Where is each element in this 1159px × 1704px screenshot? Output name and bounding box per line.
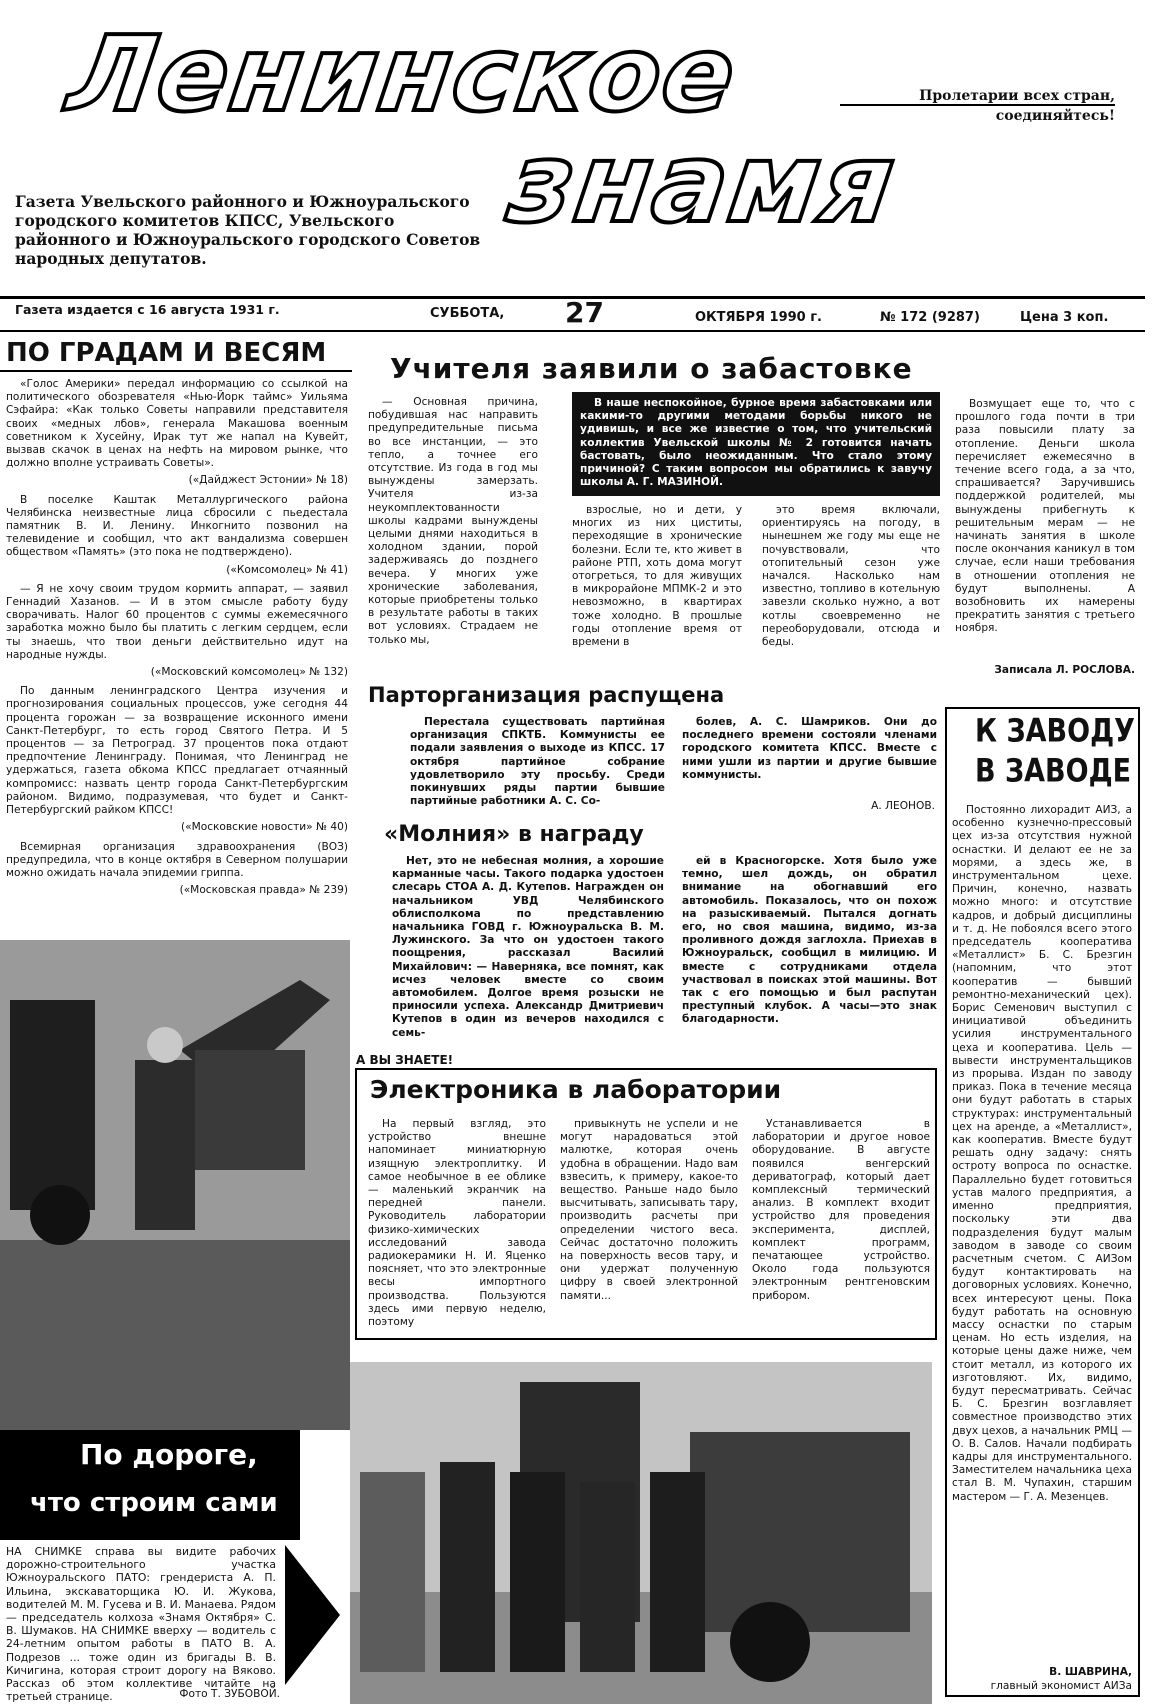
digest-item: «Голос Америки» передал информацию со ссылкой на политического обозревателя «Нью-Йорк таймс» Уильяма Сэфайра: «Как только Советы направили представителя своих «медных лбов», генерала Макашова военным советником к Хусейну, Ирак тут же напал на Кувейт, вызвав скачок в ценах на нефть на мировом рынке, что должно вполне устраивать Советы». — [6, 378, 348, 470]
strike-col4: Возмущает еще то, что с прошлого года почти в три раза повысили плату за отопление. Деньги школа перечисляет ежемесячно в течение всего года, а за что, спрашивается? Заручившись поддержкой родителей, мы вынуждены прибегнуть к решительным мерам — не начинать занятия в школе после окончания каникул в том случае, если наши требования в отношении отопления не будут выполнены. А возобновить их намерены прекратить занятия с третьего ноября. — [955, 398, 1135, 635]
excavator-photo — [0, 940, 350, 1430]
electronics-rubric: А ВЫ ЗНАЕТЕ! — [356, 1053, 454, 1067]
masthead-slogan — [840, 86, 1115, 126]
masthead-title-line2: знамя — [501, 119, 904, 247]
road-title-block — [0, 1430, 300, 1540]
masthead-title-line1: Ленинское — [61, 13, 745, 135]
factory-signature-role: главный экономист АИЗа — [990, 1680, 1132, 1692]
factory-body: Постоянно лихорадит АИЗ, а особенно кузнечно-прессовый цех из-за отсутствия нужной оснастки. И делают ее не за морями, а здесь же, в инструментальном цехе. Причин, конечно, назвать можно много: и отсутствие кадров, и добрый дисциплины и т. д. Не побоялся всего этого председатель кооператива «Металлист» Б. С. Брезгин (напомним, что этот кооператив — бывший ремонтно-механический цех). Борис Семенович выступил с инициативой объединить усилия инструментального цеха и кооператива. Цель — вывести инструментальщиков из прорыва. Издан по заводу приказ. Пока в течение месяца они будут работать в старых структурах: инструментальный цех на аренде, а «Металлист», как кооператив. Вместе будут решать одну задачу: снять остроту вопроса по оснастке. Параллельно будет готовиться устав малого предприятия, а именно предприятия, поскольку эти два подразделения будут малым заводом в заводе со своим расчетным счетом. С АИЗом будут контактировать на договорных условиях. Конечно, всех интересуют цены. Пока будут работать на основную массу оснастки по старым ценам. Но есть изделия, на которые цены даже ниже, чем стоит металл, из которого их изготовляют. Их, видимо, будут пересматривать. Сейчас Б. С. Брезгин возглавляет совместное производство этих двух цехов, а начальник РМЦ — О. В. Салов. Начали подбирать кадры для инструментального. Заместителем начальника цеха стал В. М. Чупахин, старшим мастером — Г. А. Мезенцев. — [952, 804, 1132, 1503]
factory-signature: В. ШАВРИНА, — [1049, 1666, 1132, 1678]
digest-source: («Дайджест Эстонии» № 18) — [188, 474, 348, 487]
day-number: 27 — [565, 296, 604, 329]
slogan-line1: Пролетарии всех стран, — [919, 88, 1115, 104]
publisher-line: Газета Увельского районного и Южноуральского городского комитетов КПСС, Увельского районного и Южноуральского городского Советов народных депутатов. — [15, 192, 481, 268]
party-col1: Перестала существовать партийная организация СПКТБ. Коммунисты ее подали заявления о выходе из КПСС. 17 октября партийное собрание удовлетворило эту просьбу. Среди покинувших ряды партии бывшие партийные работники А. С. Со- — [410, 716, 665, 808]
digest-item: В поселке Каштак Металлургического района Челябинска неизвестные лица сбросили с пьедестала памятник В. И. Ленину. Инкогнито позвонил на телевидение и сообщил, что акт вандализма совершен обществом «Память» (это пока не подтверждено). — [6, 493, 348, 559]
road-crew-photo — [350, 1362, 932, 1704]
digest-item: — Я не хочу своим трудом кормить аппарат, — заявил Геннадий Хазанов. — И в этом смысле работу буду сворачивать. Налог 60 процентов с суммы ежемесячного заработка можно было бы платить с легким сердцем, если ты знаешь, что твои деньги действительно идут на народные нужды. — [6, 582, 348, 661]
digest-source: («Московские новости» № 40) — [180, 821, 348, 834]
excavator-illustration — [0, 940, 350, 1430]
electronics-title: Электроника в лаборатории — [370, 1075, 782, 1104]
month-year: ОКТЯБРЯ 1990 г. — [695, 310, 822, 325]
digest-source: («Московский комсомолец» № 132) — [150, 666, 348, 679]
dateline-rule — [0, 330, 1145, 332]
strike-col1: — Основная причина, побудившая нас направить предупредительные письма во все инстанции, — это тепло, а точнее его отсутствие. Из года в год мы вынуждены замерзать. Учителя из-за неукомплектованности школы кадрами вынуждены целыми днями находиться в холодном здании, порой задерживаясь до позднего вечера. У многих уже хронические заболевания, которые приобретены только в результате работы в таких вот условиях. Страдаем не только мы, — [368, 396, 538, 646]
factory-title-line1: К ЗАВОДУ — [975, 712, 1135, 751]
strike-signature: Записала Л. РОСЛОВА. — [994, 664, 1135, 676]
slogan-underline — [840, 104, 1115, 106]
slogan-line2: соединяйтесь! — [995, 108, 1115, 124]
price: Цена 3 коп. — [1020, 310, 1109, 325]
digest-body — [6, 378, 348, 903]
road-caption: НА СНИМКЕ справа вы видите рабочих дорожно-строительного участка Южноуральского ПАТО: грендериста А. П. Ильина, экскаваторщика Ю. И. Жукова, водителей М. М. Гусева и В. И. Манаева. Рядом — председатель колхоза «Знамя Октября» С. В. Шумаков. НА СНИМКЕ вверху — водитель с 24-летним опытом работы в ПАТО В. А. Подрезов ... тоже один из бригады В. В. Кичигина, которая строит дорогу на Вяково. Рассказ об этом коллективе читайте на третьей странице. — [6, 1545, 276, 1704]
digest-source: («Комсомолец» № 41) — [226, 563, 348, 576]
digest-title: ПО ГРАДАМ И ВЕСЯМ — [6, 338, 327, 368]
strike-title: Учителя заявили о забастовке — [390, 352, 913, 385]
party-title: Парторганизация распущена — [368, 683, 725, 707]
strike-col2: взрослые, но и дети, у многих из них циститы, переходящие в хронические болезни. Если те, кто живет в районе РТП, хоть дома могут отогреться, то для живущих в микрорайоне МПМК-2 и это невозможно, в квартирах тоже холодно. В прошлые годы отопление время от времени в — [572, 504, 742, 649]
electronics-col3: Устанавливается в лаборатории и другое новое оборудование. В августе появился венгерский дериватограф, который дает комплексный термический анализ. В комплект входит устройство для проведения эксперимента, дисплей, комплект программ, печатающее устройство. Около года пользуются электронным рентгеновским прибором. — [752, 1118, 930, 1302]
lightning-title: «Молния» в награду — [384, 822, 644, 847]
strike-lead: В наше неспокойное, бурное время забастовками или какими-то другими методами борьбы никого не удивишь, и все же известие о том, что учительский коллектив Увельской школы № 2 готовится начать бастовать, было неожиданным. Что стало этому причиной? С таким вопросом мы обратились к завучу школы А. Г. МАЗИНОЙ. — [580, 397, 932, 489]
issue-number: № 172 (9287) — [880, 310, 980, 325]
factory-title-line2: В ЗАВОДЕ — [975, 752, 1132, 791]
electronics-col1: На первый взгляд, это устройство внешне напоминает миниатюрную изящную электроплитку. И самое необычное в ее облике — маленький экранчик на передней панели. Руководитель лаборатории физико-химических исследований завода радиокерамики Н. И. Яценко поясняет, что это электронные весы импортного производства. Пользуются здесь ими первую неделю, поэтому — [368, 1118, 546, 1329]
strike-lead-box — [572, 392, 940, 496]
lightning-col1: Нет, это не небесная молния, а хорошие карманные часы. Такого подарка удостоен слесарь СТОА А. Д. Кутепов. Награжден он начальником УВД Челябинского облисполкома по представлению начальника ГОВД г. Южноуральска В. М. Лужинского. За что он удостоен такого поощрения, рассказал Василий Михайлович: — Наверняка, все помнят, как исчез человек вместе со своим автомобилем. Долгое время розыски не приносили успеха. Александр Дмитриевич Кутепов в один из вечеров находился с семь- — [392, 855, 664, 1039]
founded-line: Газета издается с 16 августа 1931 г. — [15, 302, 280, 317]
digest-item: По данным ленинградского Центра изучения и прогнозирования социальных процессов, уже сегодня 44 процента горожан — за возвращение исконного имени Санкт-Петербург, то есть город Святого Петра. И 5 процентов — за Петроград. 37 процентов пока отдают предпочтение Ленинграду. Понимая, что Ленинград не удержаться, газета обкома КПСС предлагает отчаянный компромисс: назвать центр города Санкт-Петербургским районом. Видимо, подразумевая, что будет и Санкт-Петербургский райком КПСС! — [6, 685, 348, 817]
party-signature: А. ЛЕОНОВ. — [871, 800, 935, 812]
digest-source: («Московская правда» № 239) — [179, 884, 348, 897]
digest-title-rule — [0, 370, 352, 372]
electronics-col2: привыкнуть не успели и не могут нарадоваться этой малютке, которая очень удобна в обращении. Надо вам взвесить, к примеру, какое-то вещество. Раньше надо было высчитывать, записывать тару, производить расчеты при определении чистого веса. Сейчас достаточно положить на поверхность весов тару, и они удержат полученную цифру в своей электронной памяти... — [560, 1118, 738, 1302]
road-photo-credit: Фото Т. ЗУБОВОЙ. — [179, 1688, 280, 1700]
lightning-col2: ей в Красногорске. Хотя было уже темно, шел дождь, он обратил внимание на обогнавший его автомобиль. Показалось, что он похож на разыскиваемый. Пытался догнать его, но своя машина, видимо, из-за проливного дождя заглохла. Приехав в Южноуральск, сообщил в милицию. И вместе с сотрудниками отдела участвовал в поисках этой машины. Вот так с его помощью и был распутан преступный клубок. А часы—это знак благодарности. — [682, 855, 937, 1026]
road-title-line2: что строим сами — [30, 1488, 278, 1518]
road-title-line1: По дороге, — [80, 1438, 258, 1471]
road-crew-illustration — [350, 1362, 932, 1704]
road-arrow — [285, 1545, 340, 1685]
weekday: СУББОТА, — [430, 306, 505, 321]
digest-item: Всемирная организация здравоохранения (ВОЗ) предупредила, что в конце октября в Северном полушарии можно ожидать начала эпидемии гриппа. — [6, 840, 348, 879]
party-col2: болев, А. С. Шамриков. Они до последнего времени состояли членами городского комитета КПСС. Вместе с ними ушли из партии и другие бывшие коммунисты. — [682, 716, 937, 781]
strike-col3: это время включали, ориентируясь на погоду, в нынешнем же году мы еще не почувствовали, что отопительный сезон уже начался. Насколько нам известно, топливо в котельную завезли сколько нужно, а вот котлы своевременно не переоборудовали, отсюда и беды. — [762, 504, 940, 649]
